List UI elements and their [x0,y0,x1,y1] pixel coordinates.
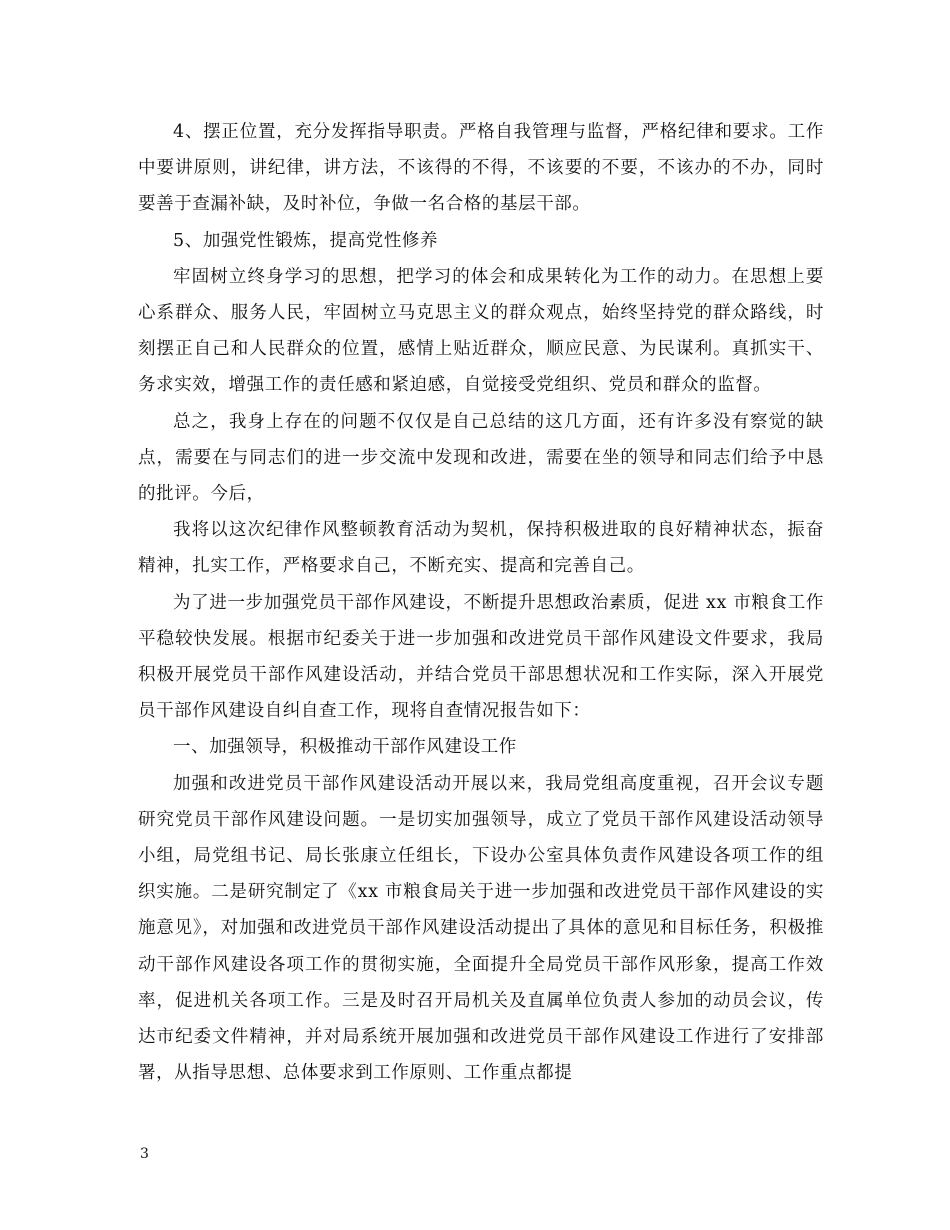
section-heading-leadership: 一、加强领导，积极推动干部作风建设工作 [173,737,517,758]
paragraph-heading-5: 5、加强党性锻炼，提高党性修养 [173,230,439,251]
paragraph-leadership-details: 加强和改进党员干部作风建设活动开展以来，我局党组高度重视，召开会议专题研究党员干部作风建设问题。一是切实加强领导，成立了党员干部作风建设活动领导小组，局党组书记、局长张康立任组长，下设办公室具体负责作风建设各项工作的组织实施。二是研究制定了《xx 市粮食局关于进一步加强和改进党员干部作风建设的实施意见》，对加强和改进党员干部作风建设活动提出了具体的意见和目标任务，积极推动干部作风建设各项工作的贯彻实施，全面提升全局党员干部作风形象，提高工作效率，促进机关各项工作。三是及时召开局机关及直属单位负责人参加的动员会议，传达市纪委文件精神，并对局系统开展加强和改进党员干部作风建设工作进行了安排部署，从指导思想、总体要求到工作原则、工作重点都提 [138,773,824,1084]
paragraph-item-4: 4、摆正位置，充分发挥指导职责。严格自我管理与监督，严格纪律和要求。工作中要讲原则，讲纪律，讲方法，不该得的不得，不该要的不要，不该办的不办，同时要善于查漏补缺，及时补位，争做一名合格的基层干部。 [138,122,824,215]
paragraph-commitment: 我将以这次纪律作风整顿教育活动为契机，保持积极进取的良好精神状态，振奋精神，扎实工作，严格要求自己，不断充实、提高和完善自己。 [138,520,824,577]
document-body [138,114,824,1091]
paragraph-report-intro: 为了进一步加强党员干部作风建设，不断提升思想政治素质，促进 xx 市粮食工作平稳较快发展。根据市纪委关于进一步加强和改进党员干部作风建设文件要求，我局积极开展党员干部作风建设活动，并结合党员干部思想状况和工作实际，深入开展党员干部作风建设自纠自查工作，现将自查情况报告如下： [138,592,824,722]
paragraph-summary: 总之，我身上存在的问题不仅仅是自己总结的这几方面，还有许多没有察觉的缺点，需要在与同志们的进一步交流中发现和改进，需要在坐的领导和同志们给予中恳的批评。今后， [138,411,824,505]
page-number: 3 [140,1146,149,1162]
paragraph-lifelong-learning: 牢固树立终身学习的思想，把学习的体会和成果转化为工作的动力。在思想上要心系群众、服务人民，牢固树立马克思主义的群众观点，始终坚持党的群众路线，时刻摆正自己和人民群众的位置，感情上贴近群众，顺应民意、为民谋利。真抓实干、务求实效，增强工作的责任感和紧迫感，自觉接受党组织、党员和群众的监督。 [138,266,824,396]
